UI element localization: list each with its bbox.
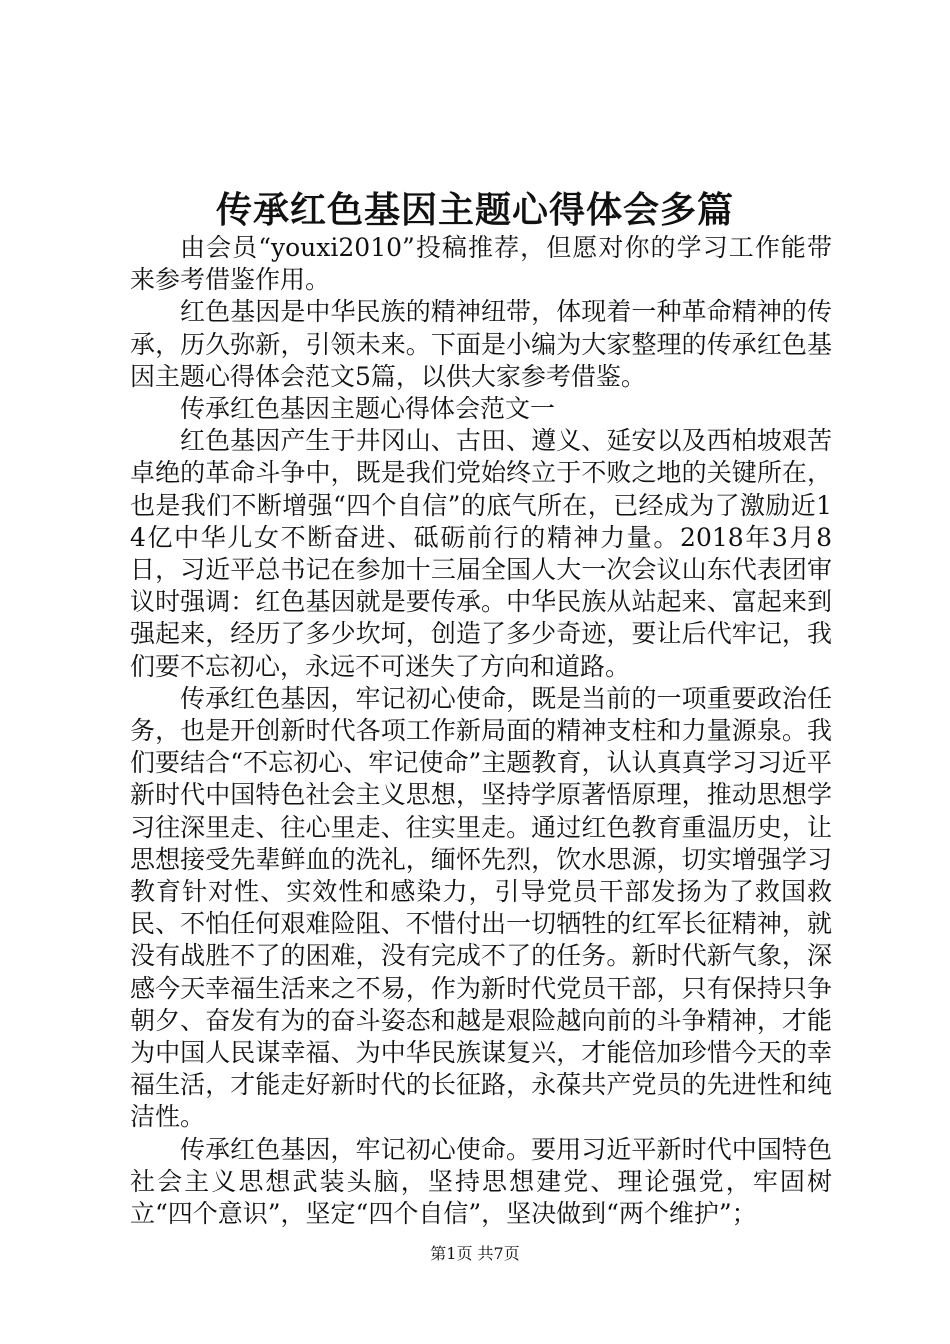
document-title: 传承红色基因主题心得体会多篇 [215, 189, 734, 231]
document-body [130, 232, 832, 1230]
paragraph-body: 传承红色基因，牢记初心使命。要用习近平新时代中国特色社会主义思想武装头脑，坚持思想建党、理论强党，牢固树立“四个意识”，坚定“四个自信”，坚决做到“两个维护”； [130, 1134, 832, 1229]
page-number: 第1页 共7页 [430, 1244, 520, 1263]
paragraph-intro: 由会员“youxi2010”投稿推荐，但愿对你的学习工作能带来参考借鉴作用。 [130, 233, 832, 295]
paragraph-body: 传承红色基因，牢记初心使命，既是当前的一项重要政治任务，也是开创新时代各项工作新局面的精神支柱和力量源泉。我们要结合“不忘初心、牢记使命”主题教育，认认真真学习习近平新时代中国特色社会主义思想，坚持学原著悟原理，推动思想学习往深里走、往心里走、往实里走。通过红色教育重温历史，让思想接受先辈鲜血的洗礼，缅怀先烈，饮水思源，切实增强学习教育针对性、实效性和感染力，引导党员干部发扬为了救国救民、不怕任何艰难险阻、不惜付出一切牺牲的红军长征精神，就没有战胜不了的困难，没有完成不了的任务。新时代新气象，深感今天幸福生活来之不易，作为新时代党员干部，只有保持只争朝夕、奋发有为的奋斗姿态和越是艰险越向前的斗争精神，才能为中国人民谋幸福、为中华民族谋复兴，才能倍加珍惜今天的幸福生活，才能走好新时代的长征路，永葆共产党员的先进性和纯洁性。 [130, 683, 832, 1132]
section-heading: 传承红色基因主题心得体会范文一 [180, 394, 556, 424]
paragraph-body: 红色基因产生于井冈山、古田、遵义、延安以及西柏坡艰苦卓绝的革命斗争中，既是我们党始终立于不败之地的关键所在，也是我们不断增强“四个自信”的底气所在，已经成为了激励近14亿中华儿女不断奋进、砥砺前行的精神力量。2018年3月8日，习近平总书记在参加十三届全国人大一次会议山东代表团审议时强调：红色基因就是要传承。中华民族从站起来、富起来到强起来，经历了多少坎坷，创造了多少奇迹，要让后代牢记，我们要不忘初心，永远不可迷失了方向和道路。 [130, 426, 832, 681]
paragraph-overview: 红色基因是中华民族的精神纽带，体现着一种革命精神的传承，历久弥新，引领未来。下面是小编为大家整理的传承红色基因主题心得体会范文5篇，以供大家参考借鉴。 [130, 297, 832, 391]
